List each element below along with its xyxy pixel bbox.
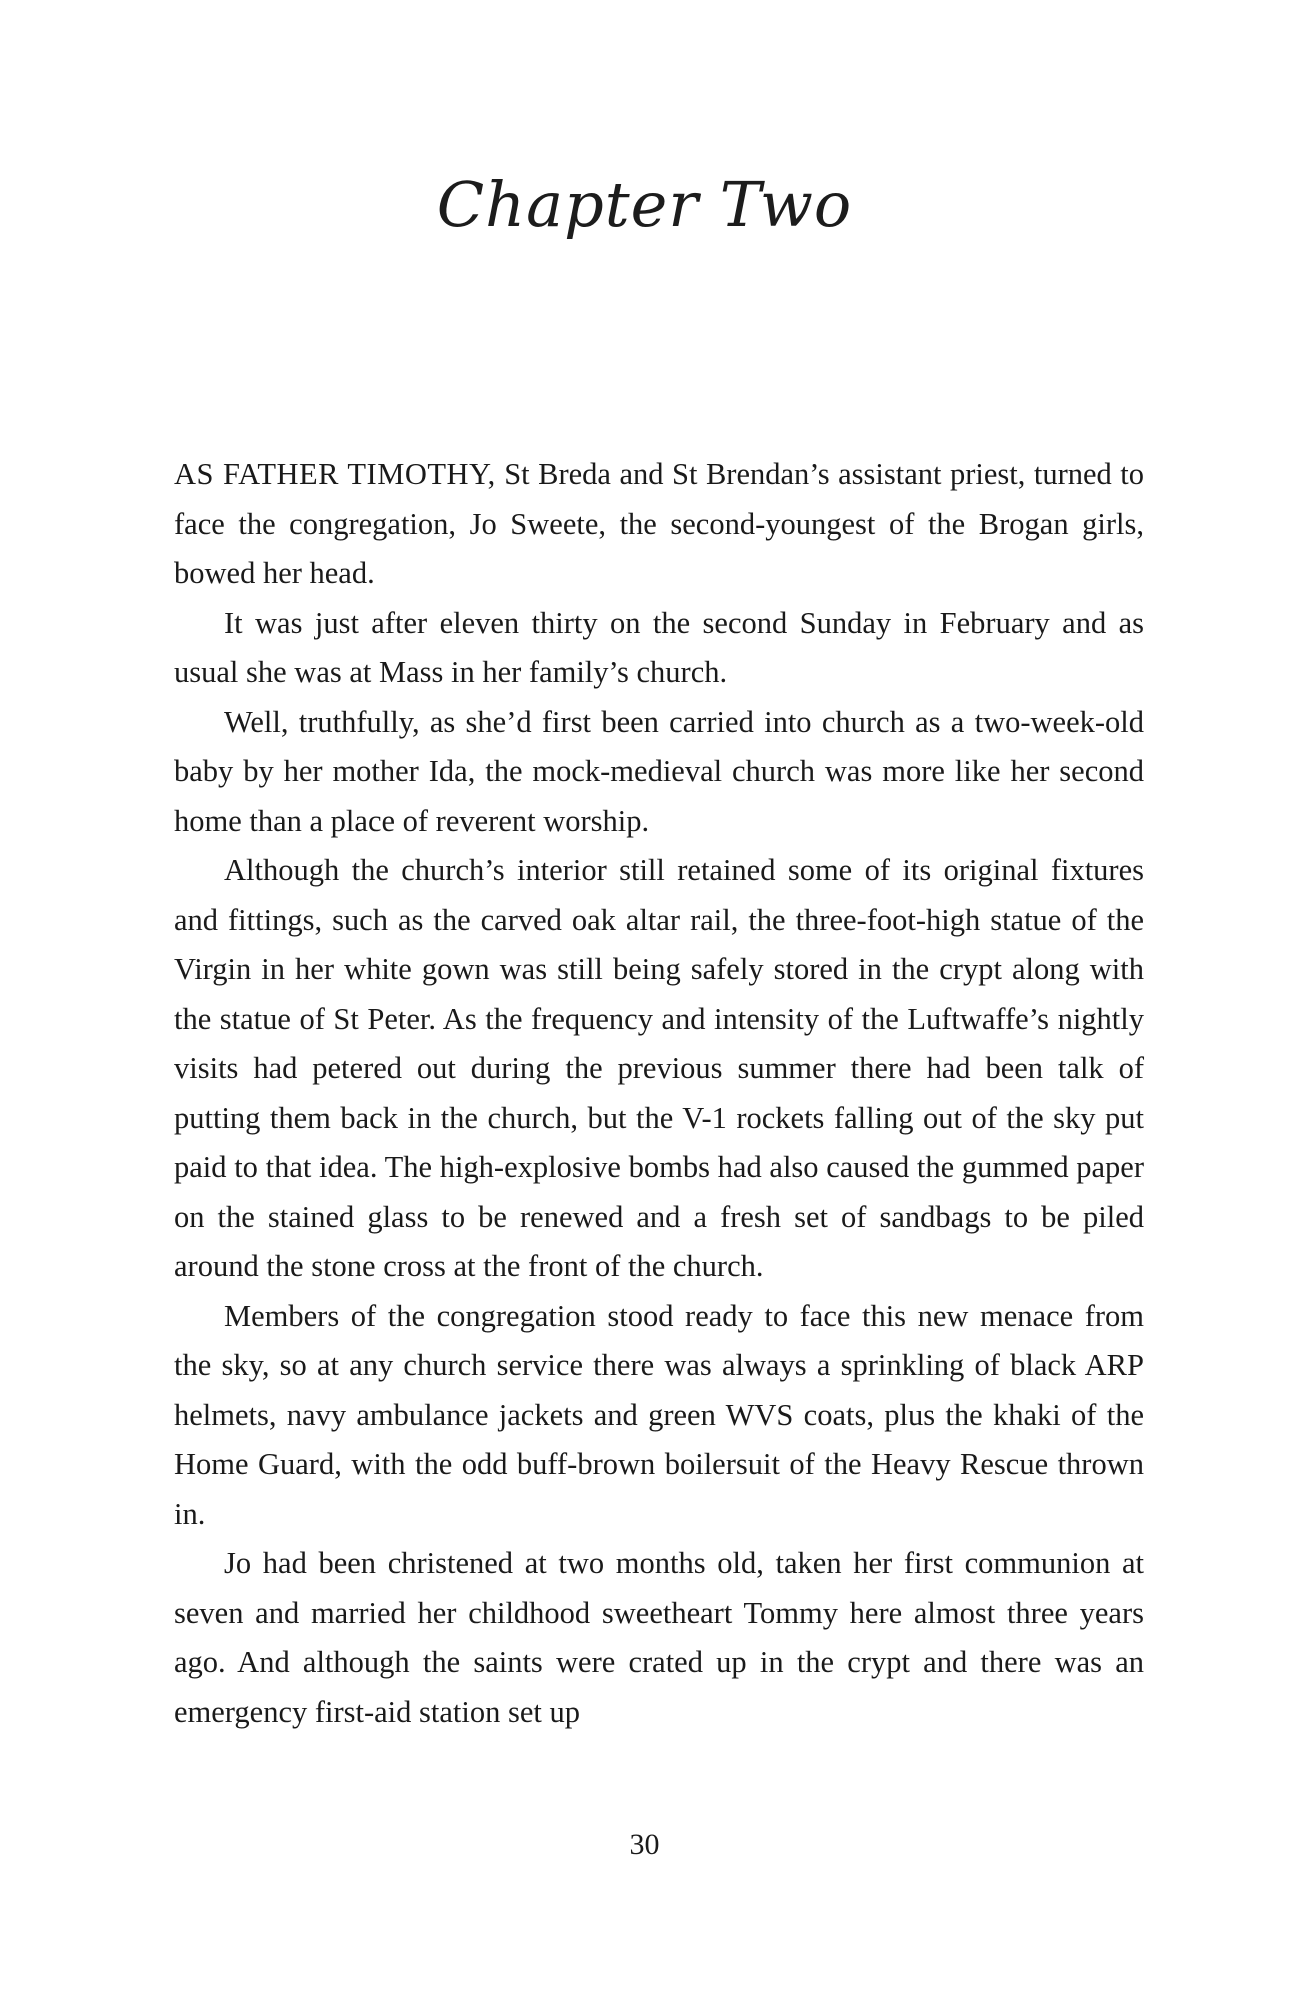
paragraph-2: It was just after eleven thirty on the second Sunday in February and as usual she was at Mass in her family’s church. [174, 605, 1144, 689]
paragraph-6: Jo had been christened at two months old, taken her first communion at seven and married her childhood sweetheart Tommy here almost three years ago. And although the saints were crated up in the crypt and there was an emergency first-aid station set up [174, 1546, 1144, 1729]
paragraph-1 [174, 450, 1144, 599]
page-number: 30 [629, 1828, 660, 1861]
paragraph-3: Well, truthfully, as she’d first been carried into church as a two-week-old baby by her mother Ida, the mock-medieval church was more like her second home than a place of reverent worship. [174, 704, 1144, 838]
paragraph-1-lead: AS FATHER TIMOTHY, [174, 457, 496, 491]
chapter-body [174, 450, 1144, 1737]
paragraph-5: Members of the congregation stood ready to face this new menace from the sky, so at any church service there was always a sprinkling of black ARP helmets, navy ambulance jackets and green WVS coats, plus the khaki of the Home Guard, with the odd buff-brown boilersuit of the Heavy Rescue thrown in. [174, 1298, 1144, 1531]
chapter-title: Chapter Two [436, 168, 853, 241]
paragraph-1-text: St Breda and St Brendan’s assistant priest, turned to face the congregation, Jo Sweete, the second-youngest of the Brogan girls, bowed her head. [174, 457, 1144, 590]
paragraph-4: Although the church’s interior still retained some of its original fixtures and fittings, such as the carved oak altar rail, the three-foot-high statue of the Virgin in her white gown was still being safely stored in the crypt along with the statue of St Peter. As the frequency and intensity of the Luftwaffe’s nightly visits had petered out during the previous summer there had been talk of putting them back in the church, but the V-1 rockets falling out of the sky put paid to that idea. The high-explosive bombs had also caused the gummed paper on the stained glass to be renewed and a fresh set of sandbags to be piled around the stone cross at the front of the church. [174, 853, 1144, 1283]
